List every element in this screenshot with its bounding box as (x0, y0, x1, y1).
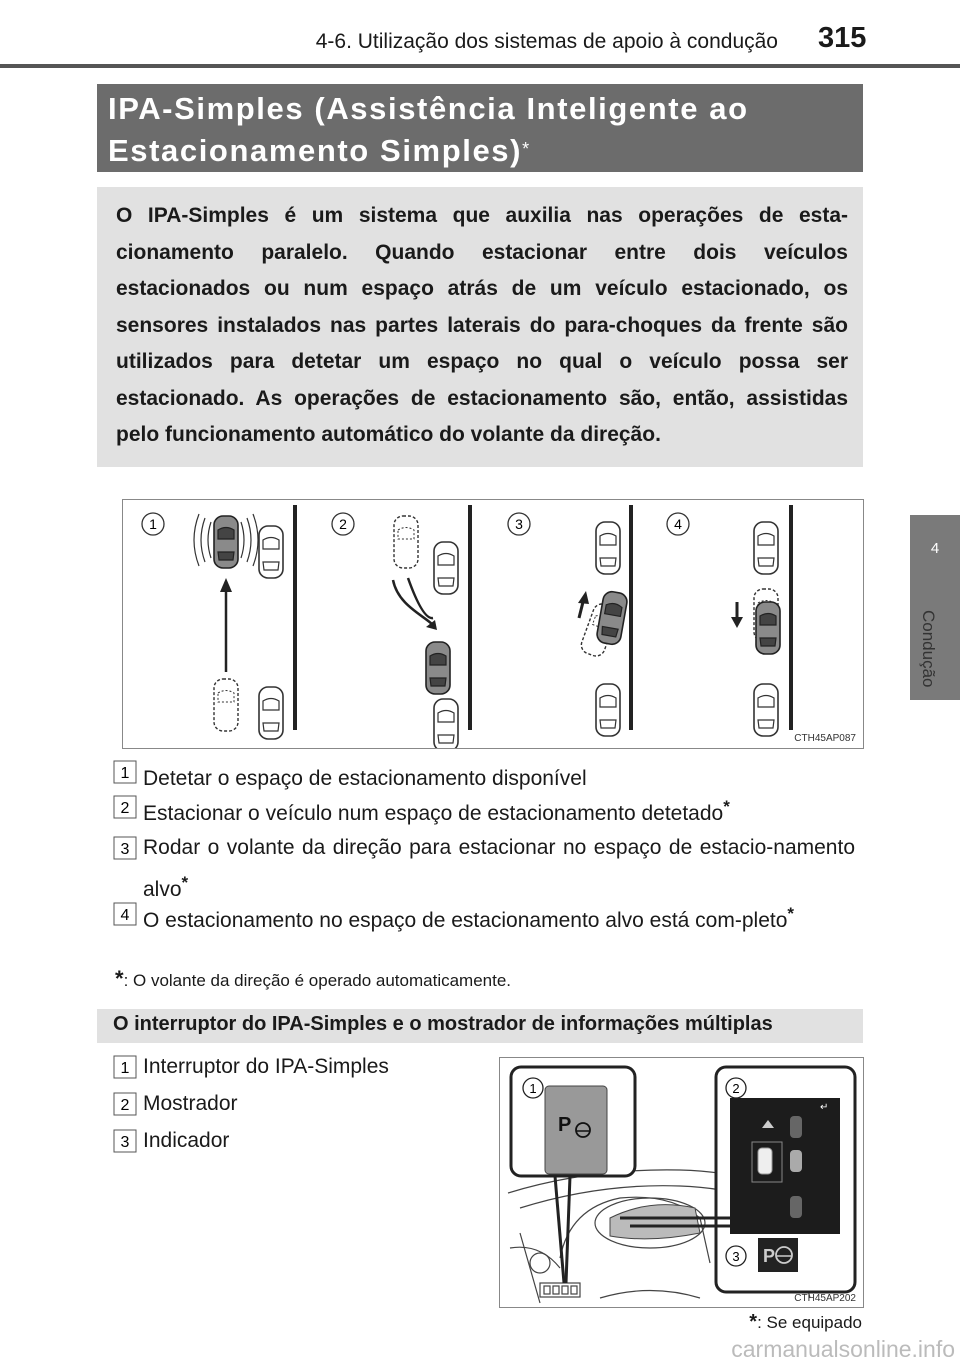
chapter-tab-label: Condução (919, 610, 938, 688)
list-item: 2 Mostrador (113, 1086, 493, 1121)
equipped-footnote: *: Se equipado (749, 1311, 862, 1333)
p-letter: P (558, 1114, 572, 1136)
svg-text:3: 3 (515, 516, 523, 532)
svg-text:1: 1 (120, 765, 130, 782)
panel-4 (731, 522, 780, 736)
step-4-marker (667, 513, 689, 535)
step-number-icon (113, 902, 137, 926)
svg-text:3: 3 (120, 841, 130, 858)
figure-code: CTH45AP087 (794, 733, 856, 744)
step-number-icon (113, 836, 137, 860)
title-asterisk: * (522, 139, 531, 159)
svg-text:1: 1 (529, 1081, 537, 1096)
section-heading: O interruptor do IPA-Simples e o mostrador de informações múltiplas (113, 1013, 773, 1035)
svg-text:4: 4 (674, 516, 682, 532)
svg-text:3: 3 (120, 1134, 130, 1151)
parking-sequence-figure (122, 499, 864, 749)
list-item: 1 Detetar o espaço de estacionamento disponível (113, 754, 855, 796)
list-item: 3 Indicador (113, 1123, 493, 1158)
panel-2 (393, 516, 458, 748)
panel-3 (578, 522, 628, 736)
step-number-icon (113, 795, 137, 819)
list-item: 2 Estacionar o veículo num espaço de estacionamento detetado* (113, 789, 855, 831)
watermark: carmanualsonline.info (731, 1336, 955, 1362)
step-2-marker (332, 513, 354, 535)
svg-text:↵: ↵ (820, 1102, 829, 1113)
step-3-marker (508, 513, 530, 535)
header-rule (0, 64, 960, 68)
item-number-icon (113, 1129, 137, 1153)
list-item: 4 O estacionamento no espaço de estacionamento alvo está com-pleto* (113, 896, 855, 938)
svg-text:P: P (763, 1246, 776, 1266)
item-number-icon (113, 1055, 137, 1079)
page-number: 315 (818, 22, 867, 54)
svg-text:4: 4 (120, 907, 130, 924)
list-item: 3 Rodar o volante da direção para estacionar no espaço de estacio-namento alvo* (113, 830, 855, 907)
svg-text:1: 1 (149, 516, 157, 532)
figure-code: CTH45AP202 (794, 1293, 856, 1304)
svg-text:2: 2 (339, 516, 347, 532)
item-number-icon (113, 1092, 137, 1116)
list-item: 1 Interruptor do IPA-Simples (113, 1049, 493, 1084)
dashboard-figure (499, 1057, 864, 1308)
svg-text:2: 2 (120, 800, 130, 817)
page-title: IPA-Simples (Assistência Inteligente ao Estacionamento Simples)* (108, 91, 749, 168)
svg-text:2: 2 (120, 1097, 130, 1114)
step-number-icon (113, 760, 137, 784)
intro-paragraph: O IPA-Simples é um sistema que auxilia nas operações de esta-cionamento paralelo. Quando estacionar entre dois veículos estacionados ou num espaço atrás de um veículo estacionado, os sensores instalados nas partes laterais do para-choques da frente são utilizados para detetar um espaço no qual o veículo possa ser estacionado. As operações de estacionamento são, então, assistidas pelo funcionamento automático do volante da direção. (116, 204, 848, 446)
svg-text:1: 1 (120, 1060, 130, 1077)
footnote: *: O volante da direção é operado automaticamente. (115, 966, 512, 991)
ipa-switch-callout (511, 1067, 635, 1283)
svg-text:3: 3 (732, 1249, 740, 1264)
chapter-tab-number: 4 (930, 540, 940, 557)
step-1-marker (142, 513, 164, 535)
running-header: 4-6. Utilização dos sistemas de apoio à condução (315, 30, 778, 53)
svg-text:2: 2 (732, 1081, 740, 1096)
panel-1 (194, 514, 283, 739)
